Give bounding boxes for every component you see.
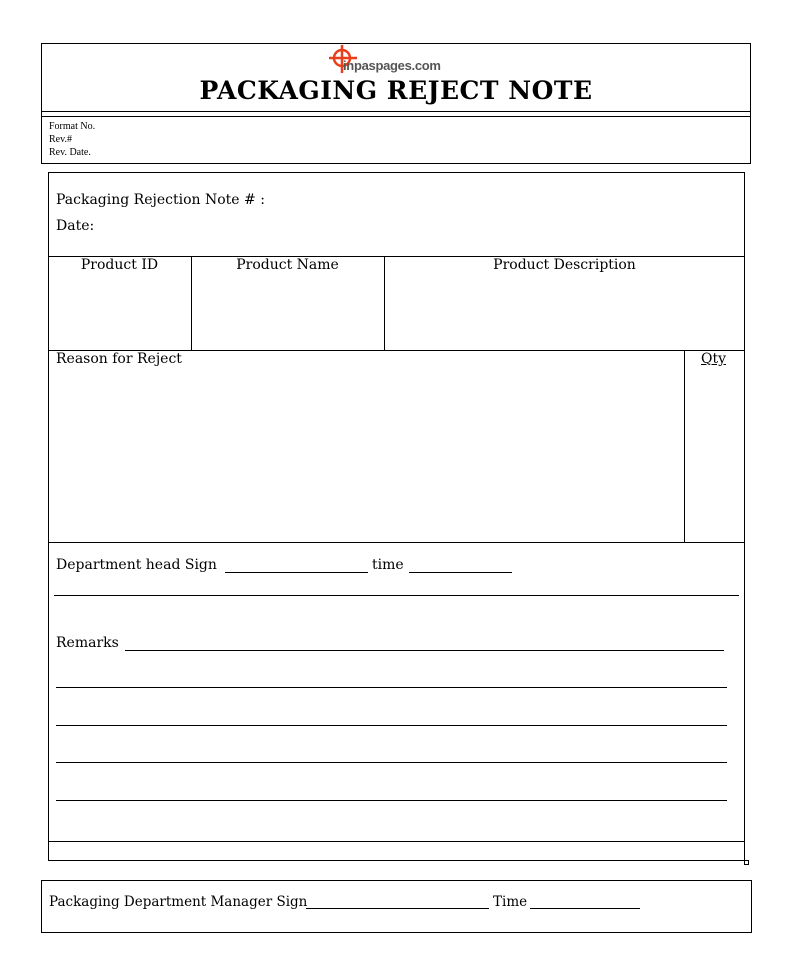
qty-label: Qty [701,351,727,367]
column-header-product-description: Product Description [493,257,636,273]
rev-label: Rev.# [49,134,72,145]
logo-text: inpaspages.com [343,58,441,73]
manager-time-label: Time [493,894,528,910]
dept-head-sign-line[interactable] [225,572,368,573]
dept-head-time-label: time [372,557,404,573]
resize-handle[interactable] [744,860,749,865]
page-title: PACKAGING REJECT NOTE [199,76,593,105]
date-label: Date: [56,218,95,234]
remarks-line-1[interactable] [125,650,724,651]
remarks-label: Remarks [56,635,119,651]
column-header-product-name: Product Name [236,257,339,273]
column-header-product-id: Product ID [80,257,159,273]
format-no-label: Format No. [49,121,96,132]
remarks-line-4[interactable] [56,762,727,763]
manager-sign-line[interactable] [306,908,489,909]
note-number-label: Packaging Rejection Note # : [56,192,265,208]
remarks-line-5[interactable] [56,800,727,801]
form-bottom-divider [48,841,745,842]
remarks-line-3[interactable] [56,725,727,726]
remarks-line-2[interactable] [56,687,727,688]
header-divider-bottom [41,116,751,117]
reason-label: Reason for Reject [56,351,182,367]
header-divider-top [41,111,751,112]
sign-separator-line [54,595,739,596]
manager-time-line[interactable] [530,908,640,909]
dept-head-sign-label: Department head Sign [56,557,217,573]
form-box [48,172,745,861]
manager-sign-label: Packaging Department Manager Sign [49,894,308,910]
rev-date-label: Rev. Date. [49,147,91,158]
sign-section-top-border [48,542,745,543]
dept-head-time-line[interactable] [409,572,512,573]
qty-column-divider [684,350,685,542]
